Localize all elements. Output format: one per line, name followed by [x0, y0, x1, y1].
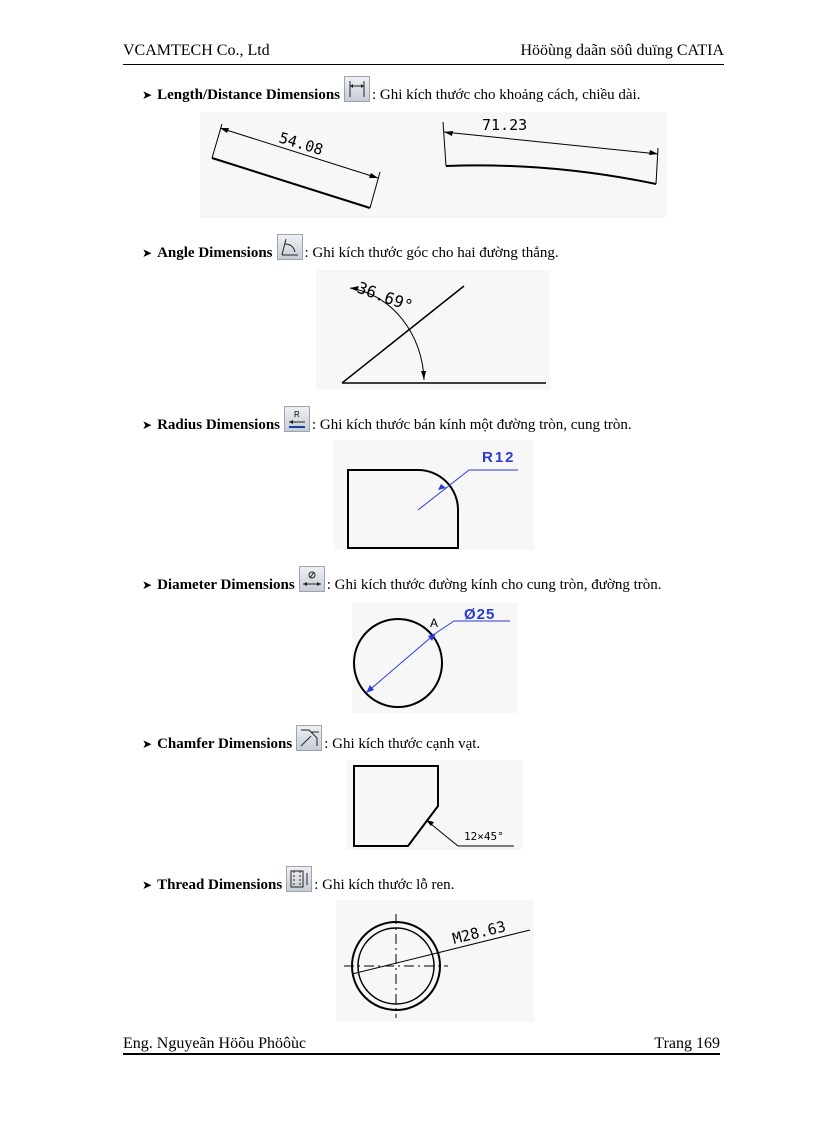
angle-dimension-icon: [277, 234, 303, 260]
svg-text:R: R: [294, 410, 300, 419]
page-header: [123, 42, 724, 65]
bullet-arrow-icon: ➤: [142, 87, 153, 102]
header-company: VCAMTECH Co., Ltd: [123, 42, 270, 59]
section-chamfer: [142, 731, 480, 757]
page-footer: [123, 1035, 720, 1055]
section-radius: [142, 412, 632, 438]
radius-dimension-icon: [284, 406, 310, 432]
dimension-line: [444, 132, 658, 154]
point-label: A: [430, 616, 439, 630]
chamfer-dimension-icon: [296, 725, 322, 751]
bullet-arrow-icon: ➤: [142, 877, 153, 892]
section-desc: : Ghi kích thước lỗ ren.: [314, 876, 455, 893]
section-title: Angle Dimensions: [157, 244, 273, 261]
section-desc: : Ghi kích thước góc cho hai đường thẳng.: [304, 244, 559, 261]
section-title: Chamfer Dimensions: [157, 735, 293, 752]
section-desc: : Ghi kích thước đường kính cho cung tròn, đường tròn.: [326, 576, 662, 593]
section-title: Thread Dimensions: [157, 876, 283, 893]
measured-line: [212, 158, 370, 208]
section-title: Length/Distance Dimensions: [157, 86, 340, 103]
section-thread: [142, 872, 454, 898]
radius-figure: [334, 440, 534, 550]
section-length: [142, 82, 640, 108]
footer-author: Eng. Nguyeãn Höõu Phöôùc: [123, 1035, 307, 1052]
dimension-label: 54.08: [276, 128, 326, 160]
measured-curve: [446, 165, 656, 184]
header-title: Hööùng daãn söû duïng CATIA: [520, 42, 724, 59]
section-desc: : Ghi kích thước cạnh vạt.: [324, 735, 481, 752]
radius-label: R12: [482, 449, 516, 466]
length-figure: [200, 112, 666, 218]
thread-figure: [336, 900, 534, 1022]
section-desc: : Ghi kích thước bán kính một đường tròn, cung tròn.: [312, 416, 632, 433]
section-diameter: [142, 572, 662, 598]
section-title: Diameter Dimensions: [157, 576, 295, 593]
diameter-dimension-icon: [299, 566, 325, 592]
bullet-arrow-icon: ➤: [142, 577, 153, 592]
diameter-label: Ø25: [464, 606, 496, 623]
bullet-arrow-icon: ➤: [142, 417, 153, 432]
section-title: Radius Dimensions: [157, 416, 281, 433]
angle-label: 36.69°: [354, 277, 416, 316]
diameter-figure: [352, 603, 518, 713]
thread-dimension-icon: [286, 866, 312, 892]
thread-label: M28.63: [450, 917, 508, 948]
chamfer-figure: [346, 760, 522, 850]
length-dimension-icon: [344, 76, 370, 102]
dimension-label: 71.23: [482, 116, 528, 134]
bullet-arrow-icon: ➤: [142, 245, 153, 260]
section-desc: : Ghi kích thước cho khoảng cách, chiều dài.: [372, 86, 641, 103]
section-angle: [142, 240, 559, 266]
footer-page-number: Trang 169: [654, 1035, 720, 1052]
angle-figure: [316, 270, 550, 390]
bullet-arrow-icon: ➤: [142, 736, 153, 751]
chamfer-label: 12×45°: [464, 830, 504, 843]
